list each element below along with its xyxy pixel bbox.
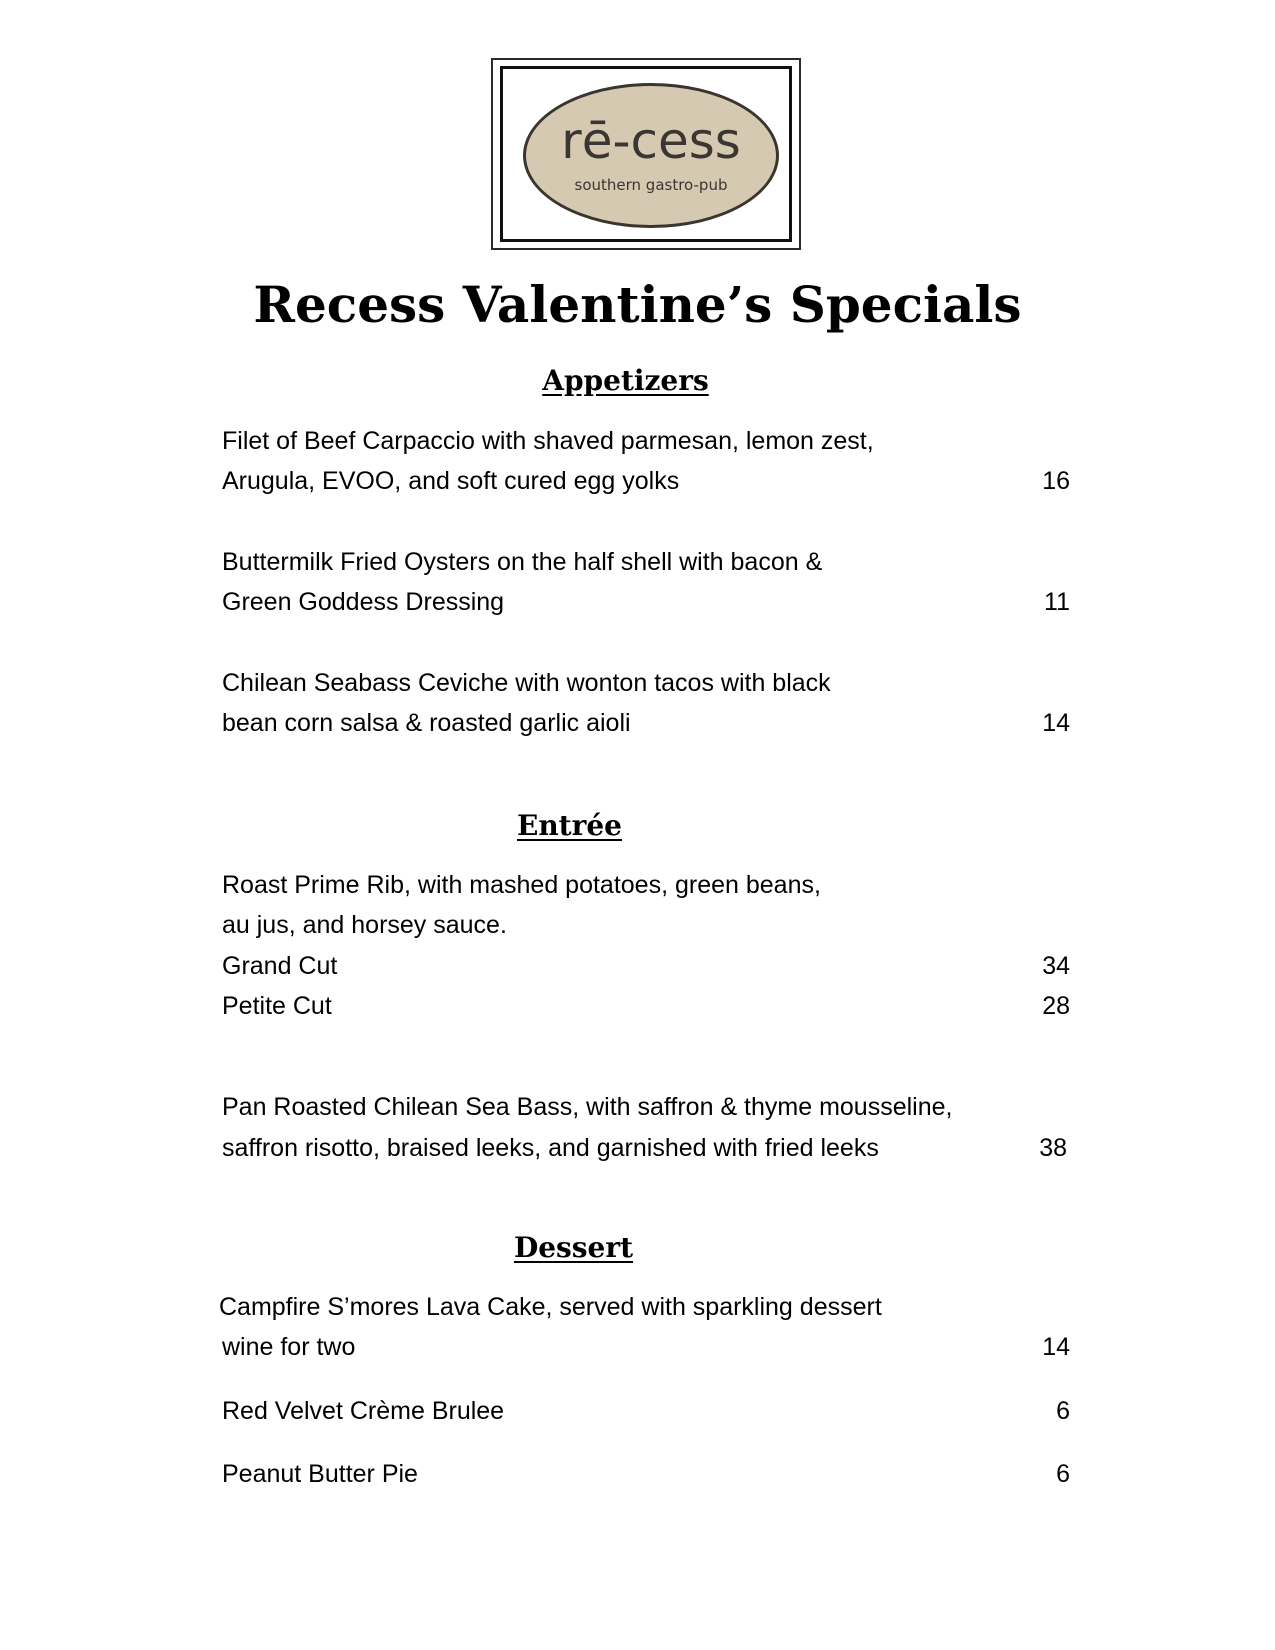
appetizer-3-price: 14 — [1042, 709, 1070, 737]
appetizer-2-line-2: Green Goddess Dressing — [222, 588, 505, 616]
menu-title: Recess Valentine’s Specials — [253, 275, 1022, 334]
logo-inner-border — [500, 66, 792, 242]
appetizer-2-line-1: Buttermilk Fried Oysters on the half shell with bacon & — [222, 548, 823, 576]
petite-cut-price: 28 — [1042, 992, 1070, 1020]
dessert-2-name: Red Velvet Crème Brulee — [222, 1397, 505, 1425]
prime-rib-line-2: au jus, and horsey sauce. — [222, 911, 507, 939]
appetizer-1-price: 16 — [1042, 467, 1070, 495]
dessert-3-name: Peanut Butter Pie — [222, 1460, 418, 1488]
entree-heading: Entrée — [516, 809, 622, 842]
logo-tagline: southern gastro-pub — [574, 176, 728, 194]
appetizer-3-line-1: Chilean Seabass Ceviche with wonton tacos with black — [222, 669, 831, 697]
restaurant-logo — [491, 58, 801, 250]
petite-cut-name: Petite Cut — [222, 992, 332, 1020]
appetizer-2-price: 11 — [1044, 588, 1070, 616]
prime-rib-line-1: Roast Prime Rib, with mashed potatoes, green beans, — [222, 871, 821, 899]
dessert-1-line-1: Campfire S’mores Lava Cake, served with sparkling dessert — [219, 1293, 882, 1321]
appetizer-1-line-1: Filet of Beef Carpaccio with shaved parmesan, lemon zest, — [222, 427, 874, 455]
sea-bass-line-2: saffron risotto, braised leeks, and garnished with fried leeks — [222, 1134, 879, 1162]
sea-bass-line-1: Pan Roasted Chilean Sea Bass, with saffron & thyme mousseline, — [222, 1093, 953, 1121]
sea-bass-price: 38 — [1039, 1134, 1067, 1162]
dessert-1-line-2: wine for two — [222, 1333, 356, 1361]
logo-name: rē-cess — [561, 112, 741, 170]
appetizer-3-line-2: bean corn salsa & roasted garlic aioli — [222, 709, 631, 737]
grand-cut-price: 34 — [1042, 952, 1070, 980]
dessert-3-price: 6 — [1056, 1460, 1070, 1488]
grand-cut-name: Grand Cut — [222, 952, 338, 980]
logo-oval — [523, 83, 779, 228]
dessert-2-price: 6 — [1056, 1397, 1070, 1425]
appetizer-1-line-2: Arugula, EVOO, and soft cured egg yolks — [222, 467, 680, 495]
appetizers-heading: Appetizers — [542, 364, 709, 397]
dessert-1-price: 14 — [1042, 1333, 1070, 1361]
dessert-heading: Dessert — [513, 1231, 634, 1264]
